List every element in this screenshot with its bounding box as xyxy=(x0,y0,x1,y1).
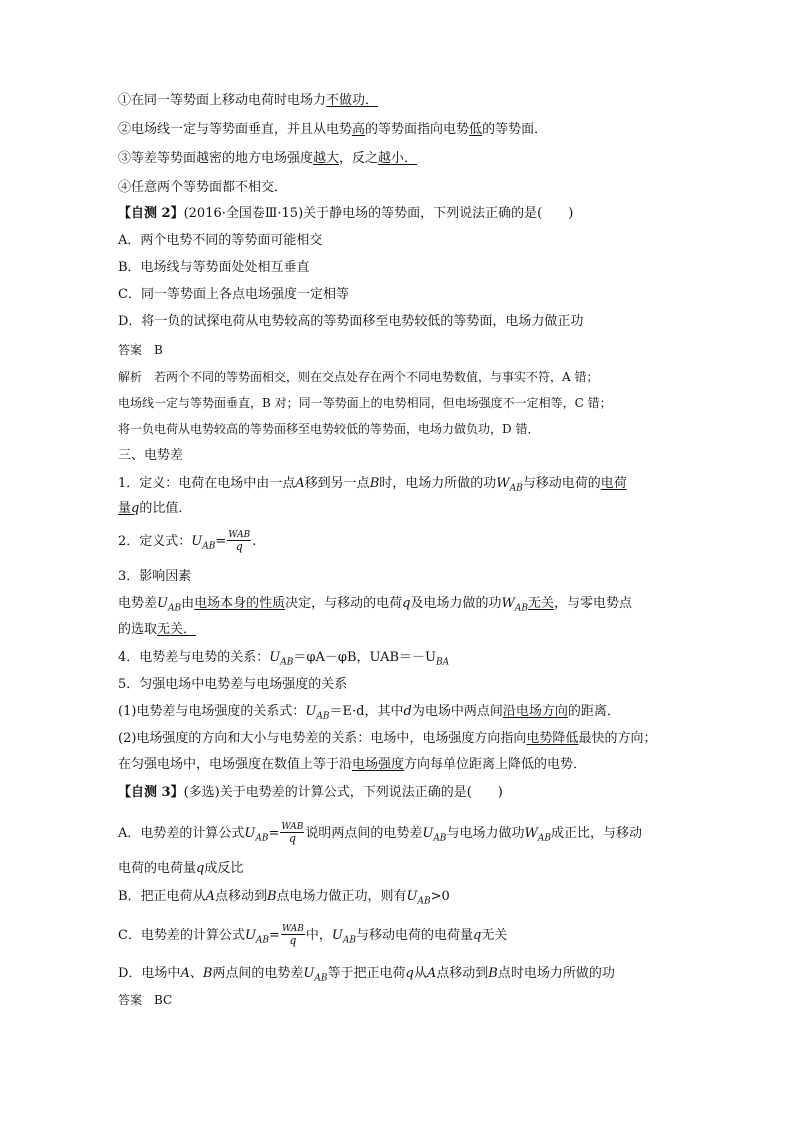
q3-answer: 答案 BC xyxy=(118,993,173,1007)
question-tag: 【自测 2】 xyxy=(118,206,184,221)
fraction-w-over-q: $\frac{\text{WAB}}{q}$ xyxy=(228,530,251,553)
line-3: ③等差等势面越密的地方电场强度越大，反之越小． xyxy=(118,151,418,166)
q3-option-a-cont: 电荷的电荷量q成反比 xyxy=(118,861,244,876)
q2-answer: 答案 B xyxy=(118,343,163,357)
q3-option-d: D．电场中A、B两点间的电势差$U_{AB}$等于把正电荷q从A点移动到B点时电场力所做的功 xyxy=(118,966,615,984)
definition-2: 2．定义式：$U_{AB}=$ $\frac{\text{WAB}}{q}$ . xyxy=(118,530,257,553)
definition-3-title: 3．影响因素 xyxy=(118,569,192,584)
definition-5-1: (1)电势差与电场强度的关系式：$U_{AB}=E\cdot d$，其中d为电场中两点间沿电场方向的距离． xyxy=(118,704,620,722)
line-2: ②电场线一定与等势面垂直，并且从电势高的等势面指向电势低的等势面． xyxy=(118,122,548,137)
definition-3-cont: 的选取无关． xyxy=(118,622,197,637)
definition-4: 4．电势差与电势的关系：$U_{AB}=\varphi A-\varphi B$，$UAB=-U_{BA}$ xyxy=(118,650,450,668)
definition-5-2-cont: 在匀强电场中，电场强度在数值上等于沿电场强度方向每单位距离上降低的电势． xyxy=(118,757,587,772)
q2-explanation-1: 解析 若两个不同的等势面相交，则在交点处存在两个不同电势数值，与事实不符，A 错； xyxy=(118,370,599,384)
q2-option-c: C．同一等势面上各点电场强度一定相等 xyxy=(118,287,349,302)
question-tag: 【自测 3】 xyxy=(118,785,184,800)
q2-explanation-2: 电场线一定与等势面垂直，B 对；同一等势面上的电势相同，但电场强度不一定相等，C 错； xyxy=(118,396,612,410)
q2-option-a: A．两个电势不同的等势面可能相交 xyxy=(118,233,323,248)
q2-option-d: D．将一负的试探电荷从电势较高的等势面移至电势较低的等势面，电场力做正功 xyxy=(118,314,584,329)
q3-option-b: B．把正电荷从A点移动到B点电场力做正功，则有$U_{AB}>0$ xyxy=(118,889,450,907)
definition-5-title: 5．匀强电场中电势差与电场强度的关系 xyxy=(118,677,348,692)
q2-explanation-3: 将一负电荷从电势较高的等势面移至电势较低的等势面，电场力做负功，D 错． xyxy=(118,422,540,436)
q3-option-a: A．电势差的计算公式$U_{AB}=$ $\frac{\text{WAB}}{q}$ 说明两点间的电势差$U_{AB}$与电场力做功$W_{AB}$成正比，与移动 xyxy=(118,822,642,845)
fraction-w-over-q: $\frac{\text{WAB}}{q}$ xyxy=(281,924,304,947)
q3-option-c: C．电势差的计算公式$U_{AB}=$ $\frac{\text{WAB}}{q}$ 中，$U_{AB}$与移动电荷的电荷量q无关 xyxy=(118,924,508,947)
definition-3-body: 电势差$U_{AB}$由电场本身的性质决定，与移动的电荷q及电场力做的功$W_{AB}$无关，与零电势点 xyxy=(118,596,633,614)
fraction-w-over-q: $\frac{\text{WAB}}{q}$ xyxy=(281,822,304,845)
line-4: ④任意两个等势面都不相交． xyxy=(118,180,288,195)
definition-1: 1．定义：电荷在电场中由一点A移到另一点B时，电场力所做的功$W_{AB}$与移动电荷的电荷 xyxy=(118,476,627,494)
line-1: ①在同一等势面上移动电荷时电场力不做功． xyxy=(118,93,379,108)
q2-option-b: B．电场线与等势面处处相互垂直 xyxy=(118,260,310,275)
question-2-stem: 【自测 2】(2016·全国卷Ⅲ·15)关于静电场的等势面，下列说法正确的是( ) xyxy=(118,206,574,221)
section-heading: 三、电势差 xyxy=(118,448,184,463)
definition-5-2: (2)电场强度的方向和大小与电势差的关系：电场中，电场强度方向指向电势降低最快的方向； xyxy=(118,731,657,746)
question-3-stem: 【自测 3】(多选)关于电势差的计算公式，下列说法正确的是( ) xyxy=(118,785,503,800)
definition-1-cont: 量q的比值． xyxy=(118,501,192,516)
